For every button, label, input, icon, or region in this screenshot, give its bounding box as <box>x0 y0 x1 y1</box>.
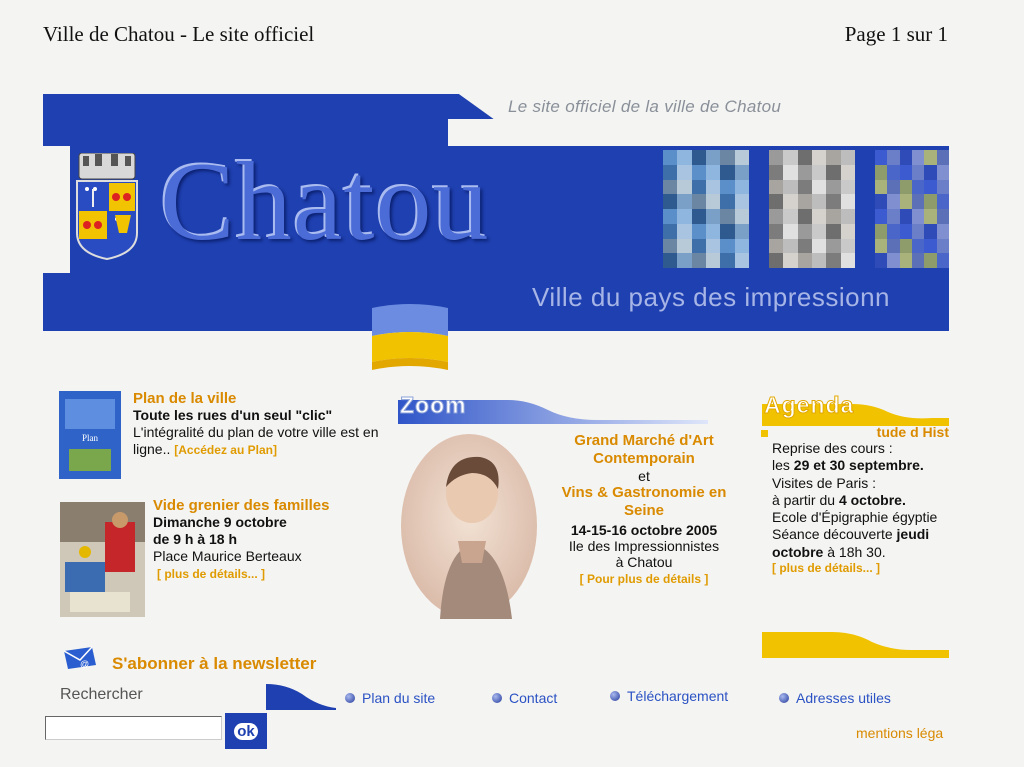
agenda-marker <box>761 430 768 437</box>
zoom-heading: Zoom <box>400 392 467 418</box>
vide-grenier-link[interactable]: [ plus de détails... ] <box>157 567 266 581</box>
city-map-thumbnail[interactable] <box>59 391 121 479</box>
legal-mentions-link[interactable]: mentions léga <box>856 725 944 741</box>
plan-body <box>133 424 393 459</box>
plan-title[interactable]: Plan de la ville <box>133 390 237 407</box>
zoom-event-conj: et <box>638 468 650 484</box>
bullet-icon <box>610 691 620 701</box>
agenda-line <box>772 544 949 561</box>
nav-label: Contact <box>509 690 558 706</box>
vide-grenier-place: Place Maurice Berteaux <box>153 548 302 564</box>
vide-grenier-hours: de 9 h à 18 h <box>153 531 238 547</box>
banner-tab <box>43 94 495 120</box>
brand-title: Chatou <box>160 140 490 264</box>
agenda-text: octobre <box>772 543 824 560</box>
agenda-text: à 18h 30. <box>823 543 886 560</box>
svg-text:Plan: Plan <box>81 433 99 443</box>
banner-tagline: Le site officiel de la ville de Chatou <box>508 97 782 116</box>
agenda-item-title[interactable]: tude d Hist <box>876 424 949 440</box>
banner-subtitle: Ville du pays des impressionn <box>532 282 890 312</box>
agenda-line: Ecole d'Épigraphie égyptie <box>772 509 938 526</box>
plan-section <box>133 390 393 459</box>
print-header-page: Page 1 sur 1 <box>844 22 948 46</box>
agenda-footer-bar <box>762 628 949 660</box>
zoom-event-title[interactable]: Grand Marché d'Art Contemporain <box>574 432 714 467</box>
nav-contact[interactable] <box>492 690 557 706</box>
newsletter-link[interactable]: S'abonner à la newsletter <box>112 654 317 673</box>
search-label: Rechercher <box>60 686 143 703</box>
ribbon-flag-icon <box>372 300 448 380</box>
nav-telechargement[interactable] <box>610 688 728 704</box>
plan-lead: Toute les rues d'un seul "clic" <box>133 407 333 423</box>
vide-grenier-title[interactable]: Vide grenier des familles <box>153 497 330 514</box>
nav-adresses-utiles[interactable] <box>779 690 891 706</box>
agenda-section <box>772 424 949 575</box>
agenda-text: 29 et 30 septembre. <box>793 457 924 474</box>
agenda-link[interactable]: [ plus de détails... ] <box>772 561 881 576</box>
agenda-text: 4 octobre. <box>838 491 906 508</box>
agenda-heading: Agenda <box>764 392 855 418</box>
agenda-text: les <box>772 457 794 474</box>
nav-label: Plan du site <box>362 690 436 706</box>
zoom-event-place: Ile des Impressionnistes <box>568 538 720 554</box>
nav-plan-du-site[interactable] <box>345 690 435 706</box>
agenda-line <box>772 526 949 543</box>
agenda-line <box>772 492 949 509</box>
zoom-event <box>556 432 732 586</box>
agenda-line: Visites de Paris : <box>772 474 877 491</box>
pixelated-photo <box>663 150 749 268</box>
plan-link[interactable]: [Accédez au Plan] <box>174 443 277 457</box>
vide-grenier-section <box>153 497 383 581</box>
nav-bar-accent <box>266 684 336 710</box>
print-header-title: Ville de Chatou - Le site officiel <box>43 22 315 46</box>
search-button-label: ok <box>234 723 258 740</box>
nav-label: Adresses utiles <box>796 690 891 706</box>
bullet-icon <box>345 693 355 703</box>
zoom-portrait-image[interactable] <box>400 433 538 619</box>
vide-grenier-date: Dimanche 9 octobre <box>153 514 287 530</box>
agenda-text: Séance découverte <box>772 526 897 543</box>
agenda-text: à partir du <box>772 491 839 508</box>
zoom-event-dates: 14-15-16 octobre 2005 <box>570 522 718 538</box>
city-crest-icon <box>75 153 139 261</box>
nav-label: Téléchargement <box>627 688 729 704</box>
bullet-icon <box>492 693 502 703</box>
agenda-line: Reprise des cours : <box>772 440 893 456</box>
svg-text:@: @ <box>80 659 90 669</box>
search-button[interactable] <box>225 713 267 749</box>
pixelated-photo <box>875 150 949 268</box>
zoom-event-title-2[interactable]: Vins & Gastronomie en Seine <box>561 484 727 519</box>
agenda-line <box>772 457 949 474</box>
zoom-event-link[interactable]: [ Pour plus de détails ] <box>579 572 709 586</box>
search-input[interactable] <box>45 716 222 740</box>
bullet-icon <box>779 693 789 703</box>
vide-grenier-photo[interactable] <box>60 502 145 617</box>
agenda-text: jeudi <box>896 526 930 543</box>
zoom-event-town: à Chatou <box>615 554 673 570</box>
pixelated-photo <box>769 150 855 268</box>
newsletter-envelope-icon[interactable] <box>62 645 98 671</box>
plan-body-text: L'intégralité du plan de votre ville est en ligne.. <box>133 424 379 457</box>
